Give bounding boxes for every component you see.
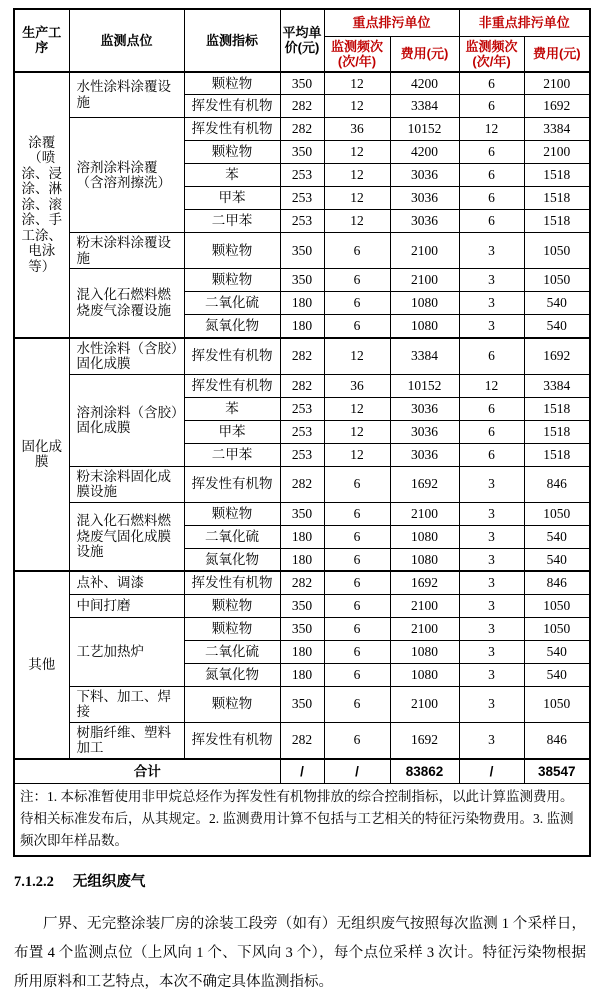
key-cost-cell: 1080 [390,292,459,315]
key-cost-cell: 1080 [390,525,459,548]
key-freq-cell: 6 [324,292,390,315]
header-indicator: 监测指标 [184,9,280,72]
avg-price-cell: 350 [280,72,324,95]
key-freq-cell: 6 [324,663,390,686]
indicator-cell: 挥发性有机物 [184,95,280,118]
avg-price-cell: 253 [280,420,324,443]
total-avg-price: / [280,759,324,784]
key-cost-cell: 1692 [390,466,459,502]
nonkey-freq-cell: 6 [459,187,524,210]
table-row [14,233,590,269]
nonkey-cost-cell: 3384 [524,118,590,141]
key-freq-cell: 6 [324,617,390,640]
avg-price-cell: 350 [280,233,324,269]
avg-price-cell: 180 [280,663,324,686]
key-cost-cell: 3036 [390,187,459,210]
key-cost-cell: 10152 [390,374,459,397]
nonkey-cost-cell: 1518 [524,164,590,187]
key-freq-cell: 12 [324,95,390,118]
indicator-cell: 颗粒物 [184,686,280,722]
indicator-cell: 二甲苯 [184,443,280,466]
table-row [14,374,590,397]
key-freq-cell: 12 [324,210,390,233]
point-cell: 粉末涂料涂覆设施 [69,233,184,269]
indicator-cell: 挥发性有机物 [184,466,280,502]
avg-price-cell: 282 [280,466,324,502]
nonkey-freq-cell: 3 [459,292,524,315]
total-label: 合计 [14,759,280,784]
nonkey-freq-cell: 3 [459,594,524,617]
key-freq-cell: 6 [324,315,390,338]
nonkey-freq-cell: 3 [459,315,524,338]
nonkey-cost-cell: 540 [524,548,590,571]
key-freq-cell: 36 [324,118,390,141]
total-key-cost: 83862 [390,759,459,784]
key-cost-cell: 1692 [390,722,459,759]
indicator-cell: 二氧化硫 [184,640,280,663]
process-cell: 其他 [14,571,69,759]
key-freq-cell: 36 [324,374,390,397]
table-row [14,617,590,640]
nonkey-cost-cell: 3384 [524,374,590,397]
key-cost-cell: 2100 [390,594,459,617]
total-nonkey-freq: / [459,759,524,784]
section-title: 无组织废气 [72,874,146,890]
avg-price-cell: 180 [280,548,324,571]
section-heading [14,870,589,891]
nonkey-cost-cell: 540 [524,315,590,338]
point-cell: 点补、调漆 [69,571,184,594]
nonkey-freq-cell: 6 [459,72,524,95]
point-cell: 混入化石燃料燃烧废气涂覆设施 [69,269,184,338]
key-freq-cell: 6 [324,525,390,548]
indicator-cell: 颗粒物 [184,72,280,95]
key-cost-cell: 2100 [390,269,459,292]
key-cost-cell: 1692 [390,571,459,594]
header-key-freq: 监测频次(次/年) [324,36,390,72]
point-cell: 溶剂涂料涂覆（含溶剂擦洗） [69,118,184,233]
avg-price-cell: 282 [280,571,324,594]
nonkey-cost-cell: 1050 [524,617,590,640]
indicator-cell: 苯 [184,397,280,420]
key-cost-cell: 3036 [390,210,459,233]
indicator-cell: 颗粒物 [184,141,280,164]
avg-price-cell: 350 [280,686,324,722]
indicator-cell: 二氧化硫 [184,525,280,548]
indicator-cell: 二甲苯 [184,210,280,233]
header-nonkey-unit: 非重点排污单位 [459,9,590,36]
total-row [14,759,590,784]
total-nonkey-cost: 38547 [524,759,590,784]
table-header [14,9,590,72]
point-cell: 树脂纤维、塑料加工 [69,722,184,759]
key-freq-cell: 6 [324,594,390,617]
indicator-cell: 氮氧化物 [184,315,280,338]
nonkey-cost-cell: 1692 [524,338,590,375]
nonkey-freq-cell: 3 [459,722,524,759]
avg-price-cell: 350 [280,617,324,640]
indicator-cell: 甲苯 [184,187,280,210]
nonkey-cost-cell: 2100 [524,141,590,164]
indicator-cell: 颗粒物 [184,617,280,640]
nonkey-cost-cell: 1518 [524,397,590,420]
key-cost-cell: 3036 [390,164,459,187]
indicator-cell: 挥发性有机物 [184,571,280,594]
table-row [14,571,590,594]
nonkey-cost-cell: 1518 [524,420,590,443]
key-freq-cell: 12 [324,420,390,443]
table-row [14,269,590,292]
header-key-cost: 费用(元) [390,36,459,72]
key-cost-cell: 3036 [390,397,459,420]
note-row [14,784,590,857]
key-freq-cell: 6 [324,640,390,663]
header-key-unit: 重点排污单位 [324,9,459,36]
key-freq-cell: 12 [324,338,390,375]
nonkey-cost-cell: 1518 [524,443,590,466]
indicator-cell: 挥发性有机物 [184,722,280,759]
nonkey-freq-cell: 6 [459,210,524,233]
key-cost-cell: 3036 [390,443,459,466]
nonkey-cost-cell: 1518 [524,210,590,233]
nonkey-freq-cell: 3 [459,640,524,663]
avg-price-cell: 350 [280,269,324,292]
key-freq-cell: 12 [324,141,390,164]
key-cost-cell: 3384 [390,338,459,375]
avg-price-cell: 253 [280,210,324,233]
nonkey-freq-cell: 6 [459,95,524,118]
avg-price-cell: 350 [280,594,324,617]
avg-price-cell: 253 [280,187,324,210]
indicator-cell: 颗粒物 [184,502,280,525]
table-row [14,502,590,525]
table-row [14,686,590,722]
indicator-cell: 挥发性有机物 [184,338,280,375]
point-cell: 中间打磨 [69,594,184,617]
nonkey-cost-cell: 540 [524,640,590,663]
nonkey-freq-cell: 3 [459,617,524,640]
key-cost-cell: 1080 [390,640,459,663]
key-cost-cell: 2100 [390,686,459,722]
nonkey-freq-cell: 6 [459,338,524,375]
key-freq-cell: 6 [324,686,390,722]
avg-price-cell: 282 [280,374,324,397]
avg-price-cell: 180 [280,315,324,338]
nonkey-cost-cell: 1050 [524,269,590,292]
nonkey-cost-cell: 1050 [524,502,590,525]
header-nonkey-cost: 费用(元) [524,36,590,72]
nonkey-cost-cell: 846 [524,722,590,759]
point-cell: 下料、加工、焊接 [69,686,184,722]
indicator-cell: 二氧化硫 [184,292,280,315]
nonkey-freq-cell: 6 [459,164,524,187]
nonkey-cost-cell: 1692 [524,95,590,118]
key-cost-cell: 4200 [390,72,459,95]
nonkey-freq-cell: 3 [459,548,524,571]
key-cost-cell: 4200 [390,141,459,164]
process-cell: 涂覆（喷涂、浸涂、淋涂、滚涂、手工涂、电泳等） [14,72,69,338]
key-freq-cell: 6 [324,548,390,571]
avg-price-cell: 282 [280,118,324,141]
indicator-cell: 颗粒物 [184,233,280,269]
key-freq-cell: 12 [324,72,390,95]
avg-price-cell: 180 [280,525,324,548]
avg-price-cell: 253 [280,443,324,466]
nonkey-freq-cell: 3 [459,233,524,269]
process-cell: 固化成膜 [14,338,69,572]
key-cost-cell: 10152 [390,118,459,141]
key-cost-cell: 3036 [390,420,459,443]
indicator-cell: 挥发性有机物 [184,374,280,397]
nonkey-freq-cell: 6 [459,420,524,443]
key-cost-cell: 1080 [390,663,459,686]
header-process: 生产工序 [14,9,69,72]
avg-price-cell: 282 [280,722,324,759]
key-cost-cell: 3384 [390,95,459,118]
nonkey-cost-cell: 540 [524,292,590,315]
table-body [14,72,590,857]
avg-price-cell: 253 [280,164,324,187]
nonkey-freq-cell: 3 [459,686,524,722]
key-freq-cell: 6 [324,269,390,292]
indicator-cell: 氮氧化物 [184,548,280,571]
body-paragraph: 厂界、无完整涂装厂房的涂装工段旁（如有）无组织废气按照每次监测 1 个采样日，布置 4 个监测点位（上风向 1 个、下风向 3 个），每个点位采样 3 次计。特征污染物根据所用原料和工艺特点，本次不确定具体监测指标。 [14,916,586,990]
avg-price-cell: 350 [280,502,324,525]
nonkey-freq-cell: 12 [459,118,524,141]
monitoring-cost-table [13,8,591,857]
key-freq-cell: 6 [324,571,390,594]
nonkey-freq-cell: 3 [459,502,524,525]
point-cell: 溶剂涂料（含胶）固化成膜 [69,374,184,466]
header-avg-price: 平均单价(元) [280,9,324,72]
indicator-cell: 甲苯 [184,420,280,443]
indicator-cell: 挥发性有机物 [184,118,280,141]
nonkey-cost-cell: 540 [524,525,590,548]
point-cell: 混入化石燃料燃烧废气固化成膜设施 [69,502,184,571]
key-cost-cell: 1080 [390,315,459,338]
nonkey-cost-cell: 1518 [524,187,590,210]
avg-price-cell: 350 [280,141,324,164]
nonkey-freq-cell: 12 [459,374,524,397]
indicator-cell: 氮氧化物 [184,663,280,686]
key-freq-cell: 6 [324,466,390,502]
table-note: 注：1. 本标准暂使用非甲烷总烃作为挥发性有机物排放的综合控制指标，以此计算监测费用。待相关标准发布后，从其规定。2. 监测费用计算不包括与工艺相关的特征污染物费用。3. 监测频次即年样品数。 [14,784,590,857]
table-row [14,72,590,95]
key-freq-cell: 12 [324,164,390,187]
nonkey-cost-cell: 1050 [524,233,590,269]
nonkey-cost-cell: 1050 [524,594,590,617]
avg-price-cell: 282 [280,95,324,118]
key-cost-cell: 2100 [390,502,459,525]
avg-price-cell: 180 [280,292,324,315]
key-freq-cell: 6 [324,722,390,759]
avg-price-cell: 180 [280,640,324,663]
nonkey-freq-cell: 3 [459,525,524,548]
nonkey-cost-cell: 846 [524,571,590,594]
point-cell: 水性涂料涂覆设施 [69,72,184,118]
nonkey-freq-cell: 6 [459,141,524,164]
indicator-cell: 颗粒物 [184,594,280,617]
nonkey-cost-cell: 2100 [524,72,590,95]
point-cell: 水性涂料（含胶）固化成膜 [69,338,184,375]
avg-price-cell: 282 [280,338,324,375]
key-cost-cell: 1080 [390,548,459,571]
nonkey-freq-cell: 3 [459,663,524,686]
table-row [14,338,590,375]
nonkey-freq-cell: 6 [459,397,524,420]
nonkey-freq-cell: 3 [459,466,524,502]
nonkey-cost-cell: 846 [524,466,590,502]
nonkey-freq-cell: 6 [459,443,524,466]
table-row [14,118,590,141]
header-point: 监测点位 [69,9,184,72]
header-nonkey-freq: 监测频次(次/年) [459,36,524,72]
avg-price-cell: 253 [280,397,324,420]
table-row [14,594,590,617]
point-cell: 粉末涂料固化成膜设施 [69,466,184,502]
table-row [14,722,590,759]
key-freq-cell: 12 [324,187,390,210]
indicator-cell: 颗粒物 [184,269,280,292]
key-freq-cell: 12 [324,397,390,420]
nonkey-freq-cell: 3 [459,571,524,594]
section-number: 7.1.2.2 [14,874,54,890]
key-cost-cell: 2100 [390,233,459,269]
key-freq-cell: 6 [324,233,390,269]
nonkey-cost-cell: 540 [524,663,590,686]
point-cell: 工艺加热炉 [69,617,184,686]
nonkey-cost-cell: 1050 [524,686,590,722]
indicator-cell: 苯 [184,164,280,187]
key-cost-cell: 2100 [390,617,459,640]
nonkey-freq-cell: 3 [459,269,524,292]
key-freq-cell: 6 [324,502,390,525]
key-freq-cell: 12 [324,443,390,466]
total-key-freq: / [324,759,390,784]
table-row [14,466,590,502]
